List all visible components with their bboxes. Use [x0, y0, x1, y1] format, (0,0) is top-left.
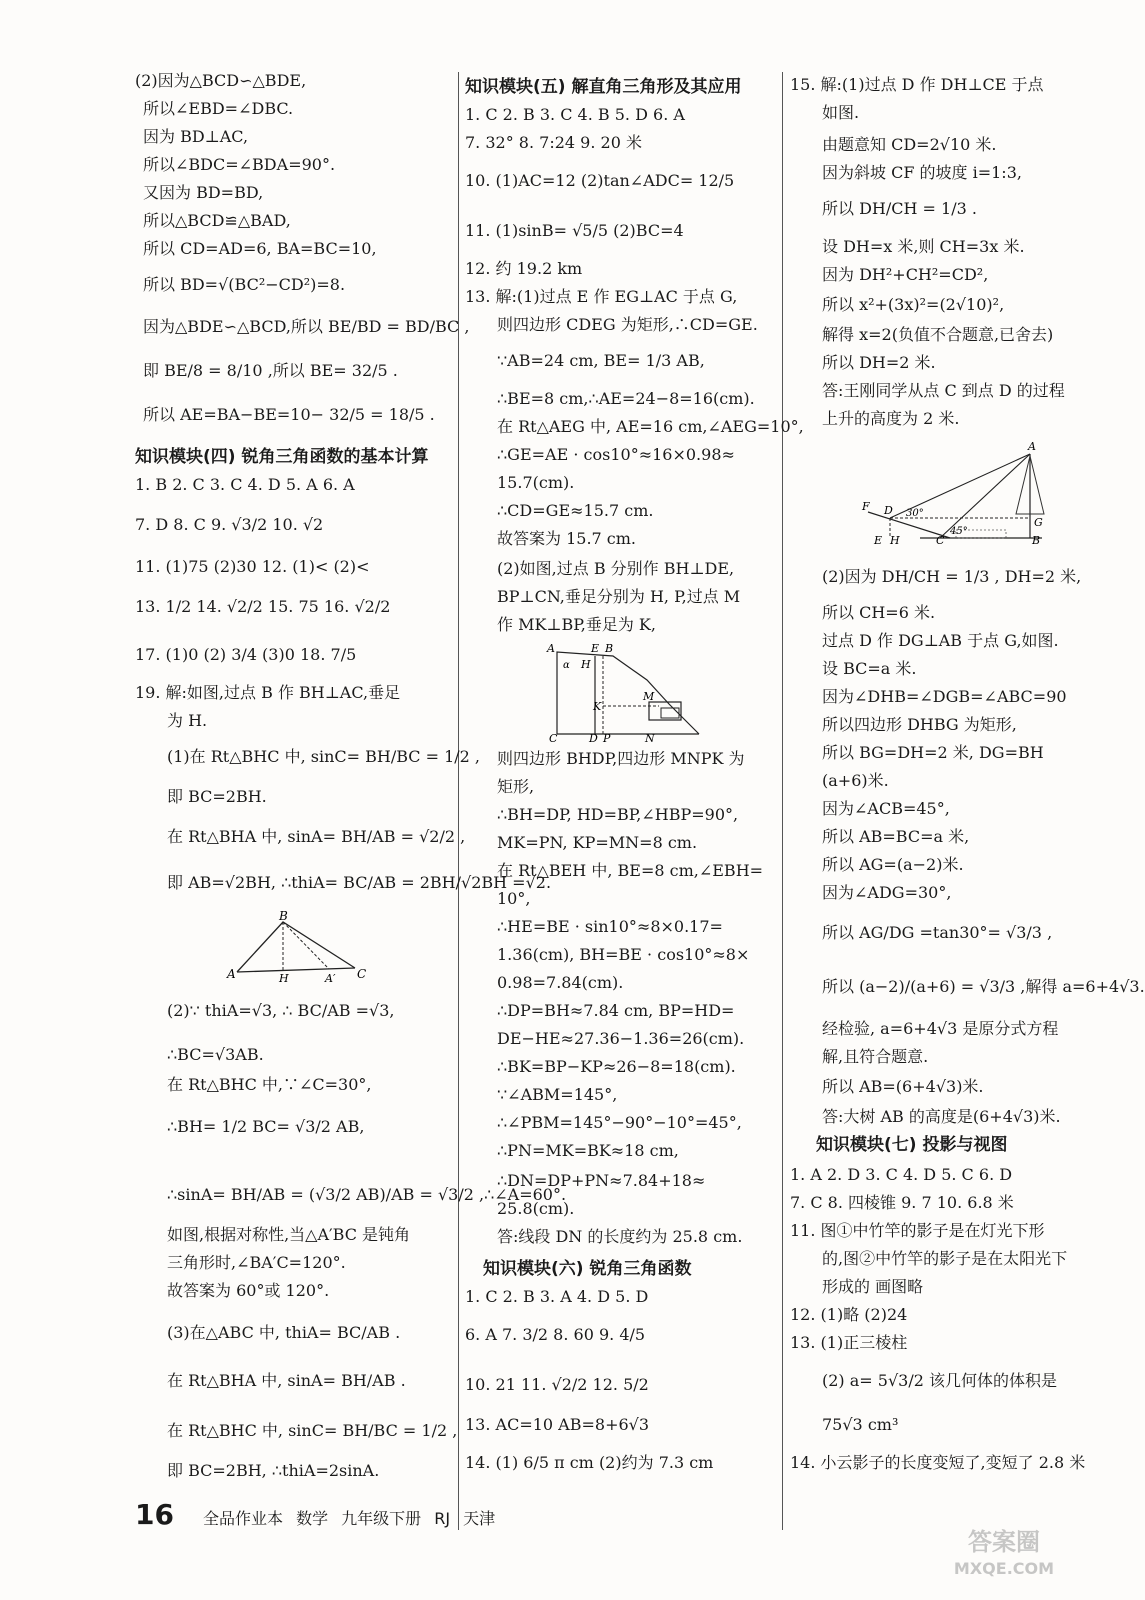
label-G: G [1034, 516, 1043, 529]
text-line: 所以 AG/DG =tan30°= √3/3 , [822, 923, 1053, 942]
text-line: 15.7(cm). [497, 473, 575, 492]
text-line: 在 Rt△BHA 中, sinA= BH/AB = √2/2 , [167, 827, 466, 846]
text-line: ∴HE=BE · sin10°≈8×0.17= [497, 917, 723, 936]
text-line: 因为△BDE∽△BCD,所以 BE/BD = BD/BC , [143, 317, 470, 336]
text-line: 由题意知 CD=2√10 米. [822, 135, 997, 154]
text-line: 答:大树 AB 的高度是(6+4√3)米. [822, 1107, 1061, 1126]
text-line: 所以 BD=√(BC²−CD²)=8. [143, 275, 346, 294]
text-line: 11. (1)75 (2)30 12. (1)< (2)< [135, 557, 370, 576]
label-C: C [936, 534, 945, 547]
text-line: 1.36(cm), BH=BE · cos10°≈8× [497, 945, 750, 964]
label-angle-45: 45° [950, 526, 968, 537]
text-line: DE−HE≈27.36−1.36=26(cm). [497, 1029, 745, 1048]
text-line: 即 BC=2BH. [167, 787, 267, 806]
text-line: 故答案为 60°或 120°. [167, 1281, 330, 1300]
label-A: A [547, 642, 555, 655]
text-line: 则四边形 CDEG 为矩形,∴CD=GE. [497, 315, 758, 334]
text-line: 所以 CH=6 米. [822, 603, 936, 622]
text-line: 13. 1/2 14. √2/2 15. 75 16. √2/2 [135, 597, 391, 616]
svg-text:答案圈: 答案圈 [968, 1528, 1040, 1556]
label-M: M [643, 690, 655, 703]
text-line: 矩形, [497, 777, 535, 796]
text-line: 所以 (a−2)/(a+6) = √3/3 ,解得 a=6+4√3. [822, 977, 1145, 996]
text-line: 答:线段 DN 的长度约为 25.8 cm. [497, 1227, 743, 1246]
text-line: ∴∠PBM=145°−90°−10°=45°, [497, 1113, 742, 1132]
text-line: 设 BC=a 米. [822, 659, 917, 678]
label-H: H [279, 972, 289, 985]
text-line: 则四边形 BHDP,四边形 MNPK 为 [497, 749, 745, 768]
text-line: 12. 约 19.2 km [465, 259, 583, 278]
text-line: 19. 解:如图,过点 B 作 BH⊥AC,垂足 [135, 683, 401, 702]
text-line: 在 Rt△BHC 中,∵∠C=30°, [167, 1075, 372, 1094]
label-alpha: α [563, 660, 570, 671]
text-line: 所以 AB=(6+4√3)米. [822, 1077, 984, 1096]
text-line: ∴CD=GE≈15.7 cm. [497, 501, 654, 520]
text-line: 10°, [497, 889, 531, 908]
text-line: (2)∵ thiA=√3, ∴ BC/AB =√3, [167, 1001, 395, 1020]
text-line: 14. (1) 6/5 π cm (2)约为 7.3 cm [465, 1453, 714, 1472]
section-heading-6: 知识模块(六) 锐角三角函数 [483, 1259, 692, 1279]
label-H: H [581, 658, 591, 671]
text-line: (2) a= 5√3/2 该几何体的体积是 [822, 1371, 1057, 1390]
label-E: E [874, 534, 883, 547]
label-angle-30: 30° [906, 508, 924, 519]
text-line: 11. (1)sinB= √5/5 (2)BC=4 [465, 221, 684, 240]
text-line: 25.8(cm). [497, 1199, 575, 1218]
text-line: (2)因为△BCD∽△BDE, [135, 71, 307, 90]
text-line: 即 BE/8 = 8/10 ,所以 BE= 32/5 . [143, 361, 398, 380]
text-line: 所以∠EBD=∠DBC. [143, 99, 294, 118]
text-line: (a+6)米. [822, 771, 889, 790]
text-line: 所以∠BDC=∠BDA=90°. [143, 155, 336, 174]
label-B: B [279, 909, 288, 923]
text-line: 所以 DH/CH = 1/3 . [822, 199, 977, 218]
text-line: 10. 21 11. √2/2 12. 5/2 [465, 1375, 649, 1394]
text-line: ∴BH= 1/2 BC= √3/2 AB, [167, 1117, 365, 1136]
text-line: 13. (1)正三棱柱 [790, 1333, 908, 1352]
text-line: 上升的高度为 2 米. [822, 409, 960, 428]
text-line: ∴BK=BP−KP≈26−8=18(cm). [497, 1057, 736, 1076]
text-line: 如图. [822, 103, 860, 122]
text-line: 故答案为 15.7 cm. [497, 529, 637, 548]
text-line: 1. B 2. C 3. C 4. D 5. A 6. A [135, 475, 355, 494]
label-D: D [589, 732, 598, 745]
text-line: 答:王刚同学从点 C 到点 D 的过程 [822, 381, 1065, 400]
text-line: 所以 x²+(3x)²=(2√10)², [822, 295, 1005, 314]
text-line: 又因为 BD=BD, [143, 183, 264, 202]
text-line: 在 Rt△BHA 中, sinA= BH/AB . [167, 1371, 406, 1390]
text-line: ∴DN=DP+PN≈7.84+18≈ [497, 1171, 706, 1190]
column-divider-2 [782, 72, 783, 1530]
text-line: 如图,根据对称性,当△A′BC 是钝角 [167, 1225, 411, 1244]
text-line: 所以△BCD≌△BAD, [143, 211, 291, 230]
text-line: 10. (1)AC=12 (2)tan∠ADC= 12/5 [465, 171, 735, 190]
watermark-logo [924, 1522, 1084, 1582]
text-line: 0.98=7.84(cm). [497, 973, 624, 992]
text-line: ∴BC=√3AB. [167, 1045, 264, 1064]
label-B: B [605, 642, 614, 655]
label-C: C [549, 732, 558, 745]
label-N: N [645, 732, 655, 745]
label-F: F [862, 500, 870, 513]
text-line: 12. (1)略 (2)24 [790, 1305, 908, 1324]
text-line: 所以四边形 DHBG 为矩形, [822, 715, 1017, 734]
text-line: (2)如图,过点 B 分别作 BH⊥DE, [497, 559, 735, 578]
text-line: 解得 x=2(负值不合题意,已舍去) [822, 325, 1054, 344]
text-line: 在 Rt△BEH 中, BE=8 cm,∠EBH= [497, 861, 764, 880]
text-line: BP⊥CN,垂足分别为 H, P,过点 M [497, 587, 741, 606]
label-A: A [1028, 440, 1036, 453]
text-line: 1. A 2. D 3. C 4. D 5. C 6. D [790, 1165, 1013, 1184]
text-line: 14. 小云影子的长度变短了,变短了 2.8 米 [790, 1453, 1086, 1472]
text-line: ∴DP=BH≈7.84 cm, BP=HD= [497, 1001, 735, 1020]
label-P: P [603, 732, 611, 745]
text-line: 形成的 画图略 [822, 1277, 924, 1296]
label-A-prime: A′ [325, 972, 336, 985]
text-line: 的,图②中竹竿的影子是在太阳光下 [822, 1249, 1068, 1268]
text-line: ∴PN=MK=BK≈18 cm, [497, 1141, 679, 1160]
label-A: A [227, 967, 236, 981]
text-line: ∵AB=24 cm, BE= 1/3 AB, [497, 351, 705, 370]
text-line: 所以 AE=BA−BE=10− 32/5 = 18/5 . [143, 405, 435, 424]
text-line: 13. 解:(1)过点 E 作 EG⊥AC 于点 G, [465, 287, 738, 306]
text-line: 7. C 8. 四棱锥 9. 7 10. 6.8 米 [790, 1193, 1014, 1212]
label-E: E [591, 642, 600, 655]
figure-triangle-abc [225, 909, 367, 985]
footer-book-title: 全品作业本 数学 九年级下册 RJ 天津 [203, 1509, 496, 1528]
text-line: 因为∠DHB=∠DGB=∠ABC=90 [822, 687, 1067, 706]
text-line: 所以 AG=(a−2)米. [822, 855, 964, 874]
text-line: 所以 AB=BC=a 米, [822, 827, 970, 846]
text-line: 1. C 2. B 3. C 4. B 5. D 6. A [465, 105, 685, 124]
text-line: (3)在△ABC 中, thiA= BC/AB . [167, 1323, 401, 1342]
text-line: MK=PN, KP=MN=8 cm. [497, 833, 698, 852]
text-line: 为 H. [167, 711, 208, 730]
text-line: 解,且符合题意. [822, 1047, 929, 1066]
text-line: 因为 DH²+CH²=CD², [822, 265, 989, 284]
label-K: K [593, 700, 602, 713]
text-line: ∵∠ABM=145°, [497, 1085, 618, 1104]
text-line: 因为斜坡 CF 的坡度 i=1:3, [822, 163, 1022, 182]
section-heading-5: 知识模块(五) 解直角三角形及其应用 [465, 77, 742, 97]
text-line: 作 MK⊥BP,垂足为 K, [497, 615, 656, 634]
text-line: 7. D 8. C 9. √3/2 10. √2 [135, 515, 324, 534]
label-D: D [884, 504, 893, 517]
text-line: ∴GE=AE · cos10°≈16×0.98≈ [497, 445, 735, 464]
text-line: 过点 D 作 DG⊥AB 于点 G,如图. [822, 631, 1059, 650]
text-line: 所以 BG=DH=2 米, DG=BH [822, 743, 1044, 762]
text-line: 经检验, a=6+4√3 是原分式方程 [822, 1019, 1059, 1038]
text-line: 即 AB=√2BH, ∴thiA= BC/AB = 2BH/√2BH =√2. [167, 873, 552, 892]
figure-tree-slope [860, 434, 1050, 547]
text-line: 所以 DH=2 米. [822, 353, 936, 372]
text-line: ∴BE=8 cm,∴AE=24−8=16(cm). [497, 389, 755, 408]
text-line: (2)因为 DH/CH = 1/3 , DH=2 米, [822, 567, 1082, 586]
text-line: 因为∠ACB=45°, [822, 799, 950, 818]
text-line: 11. 图①中竹竿的影子是在灯光下形 [790, 1221, 1045, 1240]
text-line: 15. 解:(1)过点 D 作 DH⊥CE 于点 [790, 75, 1044, 94]
label-H: H [890, 534, 900, 547]
text-line: 设 DH=x 米,则 CH=3x 米. [822, 237, 1025, 256]
text-line: 7. 32° 8. 7:24 9. 20 米 [465, 133, 642, 152]
text-line: ∴BH=DP, HD=BP,∠HBP=90°, [497, 805, 739, 824]
label-B: B [1032, 534, 1041, 547]
text-line: ∴sinA= BH/AB = (√3/2 AB)/AB = √3/2 ,∴∠A=60°. [167, 1185, 567, 1204]
page-number: 16 [135, 1498, 174, 1531]
label-C: C [357, 967, 367, 981]
section-heading-7: 知识模块(七) 投影与视图 [816, 1135, 1008, 1155]
text-line: 即 BC=2BH, ∴thiA=2sinA. [167, 1461, 380, 1480]
text-line: 在 Rt△AEG 中, AE=16 cm,∠AEG=10°, [497, 417, 804, 436]
text-line: 所以 CD=AD=6, BA=BC=10, [143, 239, 377, 258]
text-line: 17. (1)0 (2) 3/4 (3)0 18. 7/5 [135, 645, 357, 664]
text-line: 6. A 7. 3/2 8. 60 9. 4/5 [465, 1325, 646, 1344]
text-line: 1. C 2. B 3. A 4. D 5. D [465, 1287, 649, 1306]
text-line: 13. AC=10 AB=8+6√3 [465, 1415, 650, 1434]
figure-stand-diagram [545, 642, 705, 745]
section-heading-4: 知识模块(四) 锐角三角函数的基本计算 [135, 447, 429, 467]
text-line: 因为∠ADG=30°, [822, 883, 952, 902]
text-line: 在 Rt△BHC 中, sinC= BH/BC = 1/2 , [167, 1421, 458, 1440]
text-line: 三角形时,∠BA′C=120°. [167, 1253, 346, 1272]
text-line: 75√3 cm³ [822, 1415, 899, 1434]
text-line: (1)在 Rt△BHC 中, sinC= BH/BC = 1/2 , [167, 747, 481, 766]
text-line: 因为 BD⊥AC, [143, 127, 249, 146]
svg-text:MXQE.COM: MXQE.COM [953, 1559, 1055, 1578]
column-divider-1 [458, 72, 459, 1530]
